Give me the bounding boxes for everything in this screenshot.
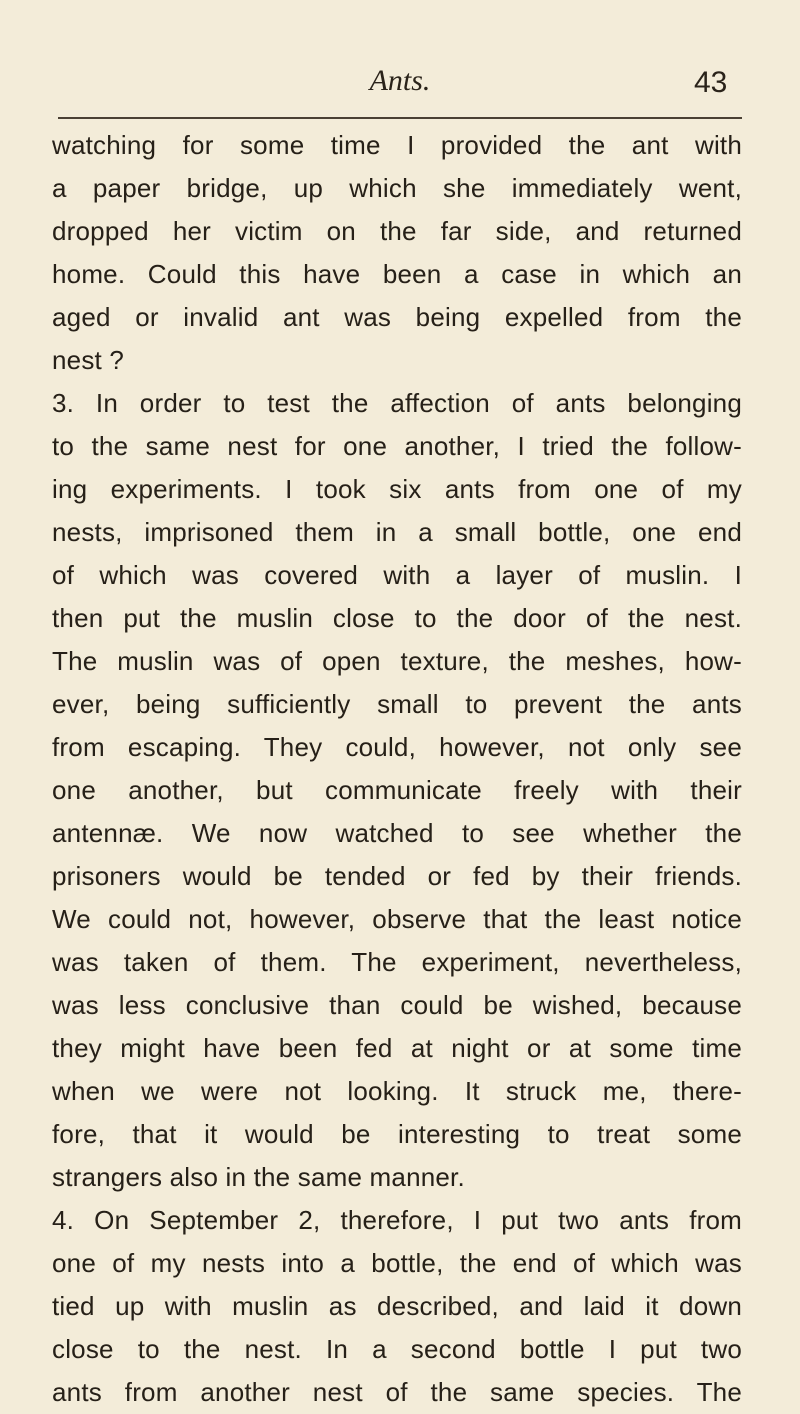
text-line: they might have been fed at night or at some time [52, 1033, 742, 1063]
text-line: ing experiments. I took six ants from one of my [52, 474, 742, 504]
text-line: antennæ. We now watched to see whether the [52, 818, 742, 848]
text-line: watching for some time I provided the ant with [52, 130, 742, 160]
text-line: aged or invalid ant was being expelled from the [52, 302, 742, 332]
text-line: then put the muslin close to the door of the nest. [52, 603, 742, 633]
text-line: ever, being sufficiently small to prevent the ants [52, 689, 742, 719]
text-line: one another, but communicate freely with their [52, 775, 742, 805]
header-rule [58, 117, 742, 119]
text-line: tied up with muslin as described, and laid it down [52, 1291, 742, 1321]
text-line: was less conclusive than could be wished, because [52, 990, 742, 1020]
text-line: nest ? [52, 345, 125, 375]
text-line: We could not, however, observe that the least notice [52, 904, 742, 934]
page-number: 43 [694, 66, 728, 99]
text-line: fore, that it would be interesting to treat some [52, 1119, 742, 1149]
text-line: of which was covered with a layer of muslin. I [52, 560, 742, 590]
text-line: The muslin was of open texture, the meshes, how- [52, 646, 742, 676]
text-line: when we were not looking. It struck me, there- [52, 1076, 742, 1106]
body-text [52, 124, 742, 1414]
text-line: 4. On September 2, therefore, I put two ants from [52, 1205, 742, 1235]
text-line: from escaping. They could, however, not only see [52, 732, 742, 762]
text-line: ants from another nest of the same species. The [52, 1377, 742, 1407]
text-line: a paper bridge, up which she immediately went, [52, 173, 742, 203]
text-line: 3. In order to test the affection of ants belonging [52, 388, 742, 418]
text-line: strangers also in the same manner. [52, 1162, 465, 1192]
text-line: close to the nest. In a second bottle I put two [52, 1334, 742, 1364]
running-title: Ants. [369, 64, 431, 97]
text-line: was taken of them. The experiment, nevertheless, [52, 947, 742, 977]
text-line: to the same nest for one another, I tried the follow- [52, 431, 742, 461]
text-line: home. Could this have been a case in which an [52, 259, 742, 289]
text-line: one of my nests into a bottle, the end of which was [52, 1248, 742, 1278]
text-line: prisoners would be tended or fed by their friends. [52, 861, 742, 891]
text-line: nests, imprisoned them in a small bottle, one end [52, 517, 742, 547]
text-line: dropped her victim on the far side, and returned [52, 216, 742, 246]
